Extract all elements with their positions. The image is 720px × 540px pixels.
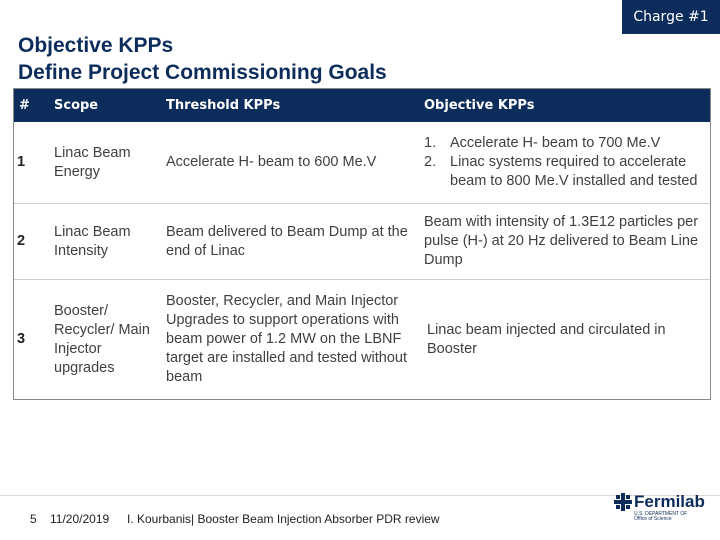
row-scope: Linac Beam Intensity: [48, 204, 160, 280]
fermilab-logo-icon: [614, 493, 632, 511]
row-threshold: Accelerate H- beam to 600 Me.V: [160, 122, 418, 204]
kpp-table: [13, 88, 711, 400]
row-objective: [418, 122, 711, 204]
list-marker: 2.: [424, 154, 437, 171]
objective-list-item: [424, 134, 705, 153]
table-header-row: [13, 88, 711, 122]
objective-list-item: [424, 153, 705, 191]
page-number: 5: [30, 512, 37, 526]
fermilab-logo: [614, 491, 714, 521]
row-objective: Linac beam injected and circulated in Booster: [418, 280, 711, 400]
logo-subtext-line-1: U.S. DEPARTMENT OF: [634, 511, 688, 517]
row-number: 1: [13, 122, 48, 204]
table-row: [13, 204, 711, 280]
table-row: [13, 280, 711, 400]
header-threshold: Threshold KPPs: [160, 88, 418, 122]
logo-subtext: [634, 512, 687, 522]
logo-wordmark: Fermilab: [634, 492, 705, 511]
row-scope: Booster/ Recycler/ Main Injector upgrades: [48, 280, 160, 400]
title-line-2: Define Project Commissioning Goals: [18, 61, 387, 84]
row-objective: Beam with intensity of 1.3E12 particles per pulse (H-) at 20 Hz delivered to Beam Line Dump: [418, 204, 711, 280]
footer-date: 11/20/2019: [50, 512, 110, 526]
header-scope: Scope: [48, 88, 160, 122]
table-row: [13, 122, 711, 204]
list-item-text: Accelerate H- beam to 700 Me.V: [450, 135, 661, 152]
page-title: [18, 32, 387, 86]
row-scope: Linac Beam Energy: [48, 122, 160, 204]
objective-list: [424, 134, 705, 191]
header-number: #: [13, 88, 48, 122]
footer-divider: [0, 495, 720, 496]
row-number: 2: [13, 204, 48, 280]
charge-badge: Charge #1: [622, 0, 720, 34]
title-line-1: Objective KPPs: [18, 34, 174, 57]
row-threshold: Booster, Recycler, and Main Injector Upgrades to support operations with beam power of 1.2 MW on the LBNF target are installed and tested without beam: [160, 280, 418, 400]
list-marker: 1.: [424, 135, 437, 152]
footer-text: I. Kourbanis| Booster Beam Injection Absorber PDR review: [127, 512, 440, 526]
header-objective: Objective KPPs: [418, 88, 711, 122]
list-item-text: Linac systems required to accelerate beam to 800 Me.V installed and tested: [450, 154, 698, 190]
logo-subtext-line-2: Office of Science: [634, 516, 672, 522]
row-threshold: Beam delivered to Beam Dump at the end of Linac: [160, 204, 418, 280]
row-number: 3: [13, 280, 48, 400]
